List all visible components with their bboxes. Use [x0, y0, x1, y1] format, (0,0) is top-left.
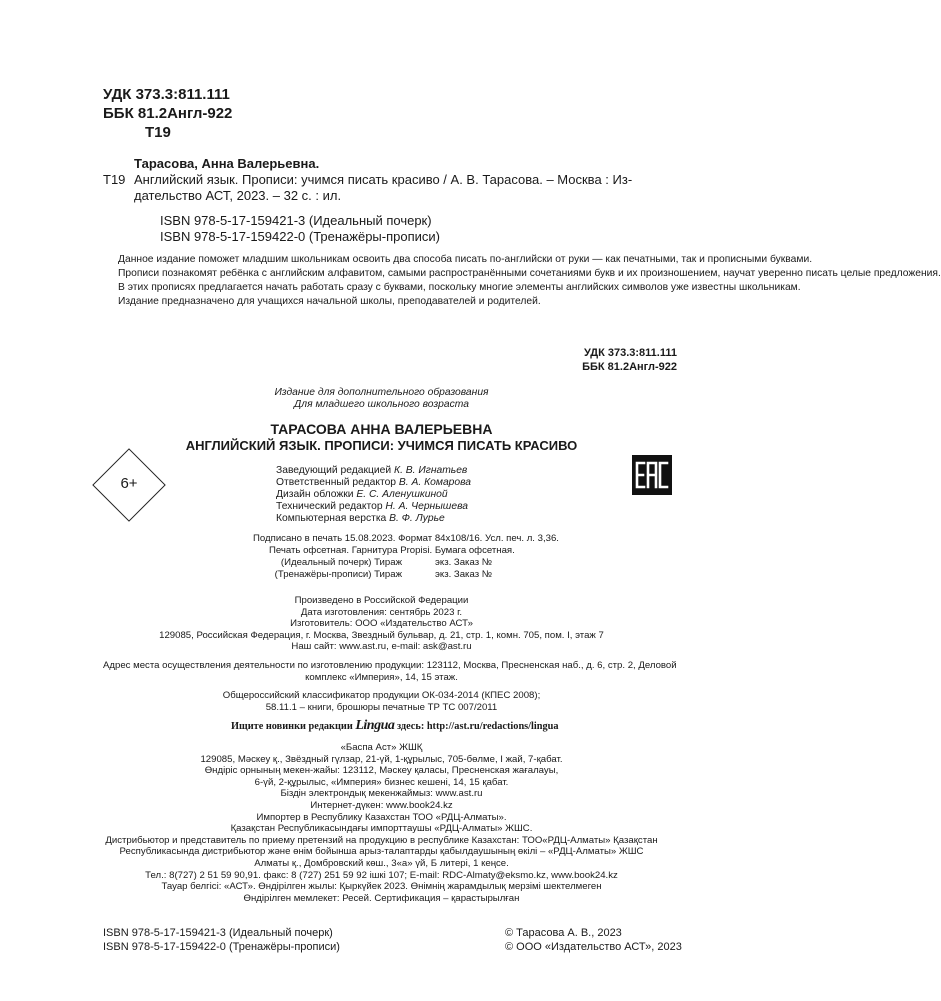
footer-copyright-publisher: © ООО «Издательство АСТ», 2023: [505, 941, 682, 953]
author-index: Т19: [145, 124, 171, 141]
okp-line1: Общероссийский классификатор продукции ОК-034-2014 (КПЕС 2008);: [222, 690, 541, 701]
footer-copyright-author: © Тарасова А. В., 2023: [505, 927, 622, 939]
record-isbn2: ISBN 978-5-17-159422-0 (Тренажёры-прописи): [160, 229, 441, 244]
bbk-code: ББК 81.2Англ-922: [103, 105, 233, 122]
bbk-code-right: ББК 81.2Англ-922: [582, 361, 677, 373]
staff-row: [276, 513, 471, 525]
kazakh-line: Біздін электрондық мекенжаймыз: www.ast.ru: [280, 788, 483, 800]
kazakh-line: «Баспа Аст» ЖШҚ: [340, 742, 423, 753]
manufacturer-block: [0, 595, 763, 653]
footer-isbn2: ISBN 978-5-17-159422-0 (Тренажёры-прописи): [103, 941, 340, 953]
kazakh-block: [0, 742, 763, 904]
kazakh-line: Республикасында дистрибьютор және өнім бойынша арыз-талаптарды қабылдаушының өкілі – «РДЦ-Алматы» ЖШС: [119, 846, 644, 858]
staff-name: Н. А. Чернышева: [385, 501, 468, 512]
production-address-line1: Адрес места осуществления деятельности по изготовлению продукции: 123112, Москва, Пресненская наб., д. 6, стр. 2, Деловой: [103, 660, 677, 671]
record-author: Тарасова, Анна Валерьевна.: [134, 156, 320, 171]
udk-code: УДК 373.3:811.111: [103, 86, 230, 103]
kazakh-line: Импортер в Республику Казахстан ТОО «РДЦ-Алматы».: [256, 811, 507, 823]
manufacturer-line: Наш сайт: www.ast.ru, e-mail: ask@ast.ru: [291, 641, 472, 653]
udk-code-right: УДК 373.3:811.111: [583, 347, 677, 359]
print-info-line1: Подписано в печать 15.08.2023. Формат 84x108/16. Усл. печ. л. 3,36.: [253, 533, 559, 544]
kazakh-line: 129085, Мәскеу қ., Звёздный гүлзар, 21-үй, 1-құрылыс, 705-бөлме, I жай, 7-қабат.: [200, 753, 563, 765]
purpose-line1: Издание для дополнительного образования: [274, 387, 489, 398]
kazakh-line: Тауар белгісі: «АСТ». Өндірілген жылы: Қыркүйек 2023. Өнімнің жарамдылық мерзімі шектелмеген: [161, 881, 602, 893]
kazakh-line: 6-үй, 2-құрылыс, «Империя» бизнес кешені, 14, 15 қабат.: [254, 776, 509, 788]
staff-row: [276, 501, 471, 513]
staff-role: Компьютерная верстка: [276, 513, 387, 524]
staff-name: В. Ф. Лурье: [389, 513, 445, 524]
staff-row: [276, 489, 471, 501]
kazakh-line: Қазақстан Республикасындағы импорттаушы «РДЦ-Алматы» ЖШС.: [230, 823, 533, 835]
manufacturer-line: Дата изготовления: сентябрь 2023 г.: [300, 606, 463, 618]
kazakh-line: Алматы қ., Домбровский көш., 3«а» үй, Б литері, 1 кеңсе.: [254, 857, 509, 869]
staff-name: К. В. Игнатьев: [394, 465, 468, 476]
lingua-line: [231, 718, 559, 735]
record-title-line1: Английский язык. Прописи: учимся писать красиво / А. В. Тарасова. – Москва : Из-: [134, 172, 633, 187]
kazakh-line: Интернет-дүкен: www.book24.kz: [310, 799, 453, 811]
staff-row: [276, 477, 471, 489]
kazakh-line: Тел.: 8(727) 2 51 59 90,91. факс: 8 (727) 251 59 92 ішкі 107; E-mail: RDC-Almaty@eksmo.kz, www.book24.kz: [145, 869, 618, 881]
staff-row: [276, 465, 471, 477]
record-index: Т19: [103, 172, 126, 187]
print-run-1-label: (Идеальный почерк) Тираж: [280, 557, 402, 568]
annotation-p2: Прописи познакомят ребёнка с английским алфавитом, самыми распространёнными сочетаниями букв и их произношением, научат уверенно писать целые предложения.: [118, 268, 941, 279]
manufacturer-line: 129085, Российская Федерация, г. Москва, Звездный бульвар, д. 21, стр. 1, комн. 705, пом. I, этаж 7: [159, 629, 604, 641]
staff-role: Технический редактор: [276, 501, 383, 512]
staff-name: Е. С. Аленушкиной: [356, 489, 448, 500]
print-run-2-label: (Тренажёры-прописи) Тираж: [274, 569, 402, 580]
heading-author: ТАРАСОВА АННА ВАЛЕРЬЕВНА: [270, 421, 493, 437]
eac-conformity-icon: [632, 455, 672, 495]
staff-list: [276, 465, 471, 525]
purpose-line2: Для младшего школьного возраста: [294, 399, 469, 410]
lingua-logo: Lingua: [355, 718, 395, 733]
annotation-p1: Данное издание поможет младшим школьникам освоить два способа писать по-английски от руки — как печатными, так и прописными буквами.: [118, 254, 813, 265]
record-isbn1: ISBN 978-5-17-159421-3 (Идеальный почерк): [160, 213, 432, 228]
manufacturer-line: Изготовитель: ООО «Издательство АСТ»: [290, 618, 473, 630]
staff-role: Ответственный редактор: [276, 477, 397, 488]
heading-title: АНГЛИЙСКИЙ ЯЗЫК. ПРОПИСИ: УЧИМСЯ ПИСАТЬ КРАСИВО: [185, 438, 578, 453]
lingua-suffix-label: здесь: http://ast.ru/redactions/lingua: [396, 721, 559, 732]
lingua-prefix: Ищите новинки редакции: [231, 721, 353, 732]
annotation-p3: В этих прописях предлагается начать работать сразу с буквами, поскольку многие элементы английских символов уже известны школьникам.: [118, 282, 801, 293]
manufacturer-line: Произведено в Российской Федерации: [294, 595, 469, 606]
kazakh-line: Дистрибьютор и представитель по приему претензий на продукцию в республике Казахстан: ТОО«РДЦ-Алматы» Қазақстан: [105, 834, 658, 846]
annotation: [103, 254, 941, 308]
annotation-p4: Издание предназначено для учащихся начальной школы, преподавателей и родителей.: [118, 296, 541, 307]
print-run-2-order: экз. Заказ №: [435, 569, 493, 580]
print-info-line2: Печать офсетная. Гарнитура Propisi. Бумага офсетная.: [269, 545, 515, 556]
kazakh-line: Өндірілген мемлекет: Ресей. Сертификация – қарастырылған: [243, 892, 520, 904]
staff-role: Дизайн обложки: [276, 489, 354, 500]
okp-line2: 58.11.1 – книги, брошюры печатные ТР ТС 007/2011: [265, 702, 498, 713]
production-address-line2: комплекс «Империя», 14, 15 этаж.: [305, 672, 458, 683]
print-run-1-order: экз. Заказ №: [435, 557, 493, 568]
staff-role: Заведующий редакцией: [276, 465, 392, 476]
kazakh-line: Өндіріс орнының мекен-жайы: 123112, Мәскеу қаласы, Пресненская жағалауы,: [204, 765, 559, 777]
age-rating-label: 6+: [120, 475, 138, 492]
staff-name: В. А. Комарова: [398, 477, 472, 488]
record-title-line2: дательство АСТ, 2023. – 32 с. : ил.: [134, 188, 342, 203]
footer-isbn1: ISBN 978-5-17-159421-3 (Идеальный почерк): [103, 927, 333, 939]
